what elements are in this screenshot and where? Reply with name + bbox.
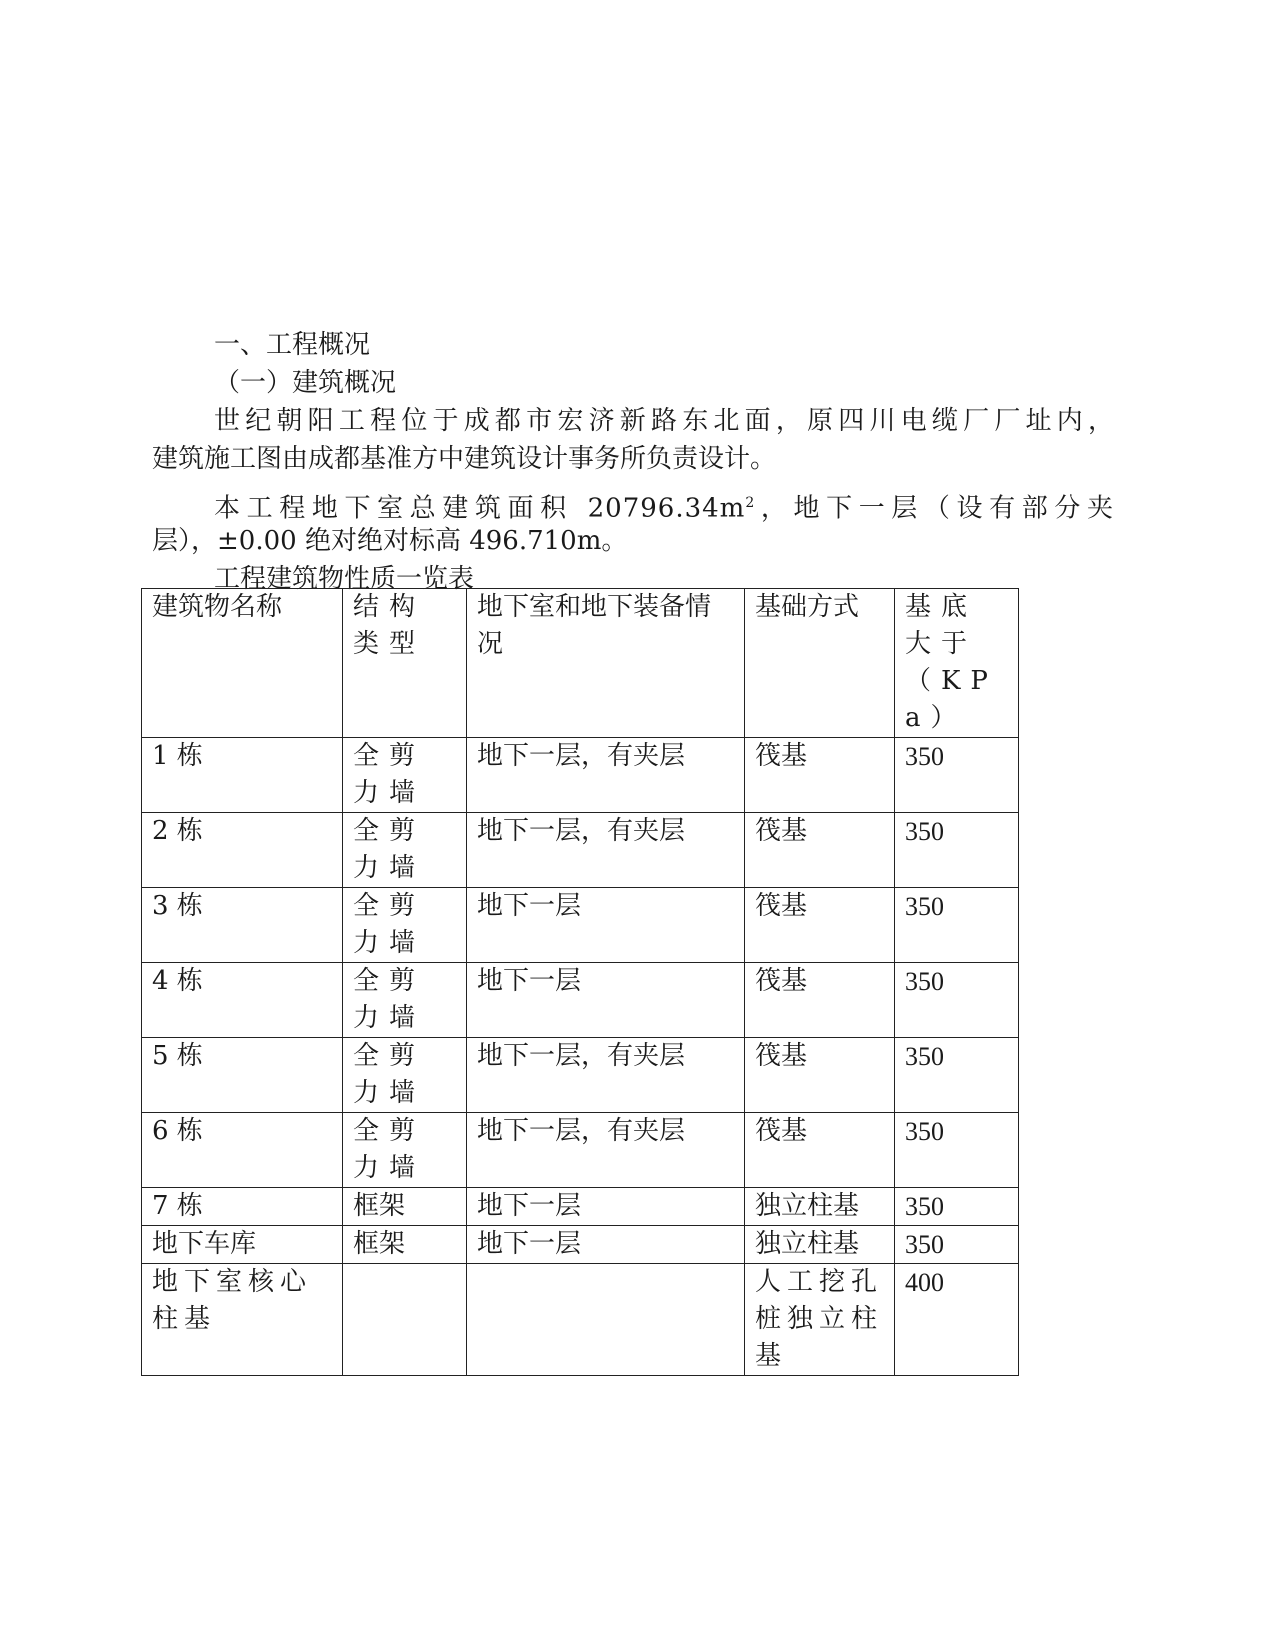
cell-building-name: 4 栋 — [142, 963, 343, 1038]
cell-building-name: 7 栋 — [142, 1188, 343, 1226]
table-row — [142, 1226, 1019, 1264]
subsection-heading: （一）建筑概况 — [214, 368, 397, 398]
building-properties-table — [141, 588, 1019, 1376]
cell-basement — [467, 1264, 745, 1376]
table-row — [142, 738, 1019, 813]
table-header-row — [142, 589, 1019, 738]
cell-foundation: 筏基 — [745, 1113, 895, 1188]
table-caption: 工程建筑物性质一览表 — [214, 564, 475, 594]
cell-foundation: 独立柱基 — [745, 1188, 895, 1226]
cell-building-name: 1 栋 — [142, 738, 343, 813]
table-row — [142, 963, 1019, 1038]
header-building-name: 建筑物名称 — [142, 589, 343, 738]
cell-basement: 地下一层，有夹层 — [467, 813, 745, 888]
paragraph-2-text-a: 本工程地下室总建筑面积 20796.34m — [214, 493, 746, 524]
paragraph-1-line-2: 建筑施工图由成都基准方中建筑设计事务所负责设计。 — [152, 444, 777, 474]
cell-structure-type: 全剪力墙 — [343, 1038, 467, 1113]
table-row — [142, 1188, 1019, 1226]
cell-foundation: 人工挖孔桩独立柱基 — [745, 1264, 895, 1376]
cell-bearing: 350 — [895, 1188, 1019, 1226]
header-bearing-capacity: 基底大于（KPa） — [895, 589, 1019, 738]
cell-basement: 地下一层，有夹层 — [467, 738, 745, 813]
table-row — [142, 1038, 1019, 1113]
cell-basement: 地下一层，有夹层 — [467, 1038, 745, 1113]
section-heading: 一、工程概况 — [214, 330, 371, 360]
table-row — [142, 1113, 1019, 1188]
cell-foundation: 筏基 — [745, 813, 895, 888]
cell-building-name: 地下室核心柱基 — [142, 1264, 343, 1376]
header-basement-equipment: 地下室和地下装备情况 — [467, 589, 745, 738]
cell-structure-type: 全剪力墙 — [343, 813, 467, 888]
cell-bearing: 350 — [895, 738, 1019, 813]
cell-structure-type: 框架 — [343, 1226, 467, 1264]
header-structure-type: 结构类型 — [343, 589, 467, 738]
paragraph-2-line-2: 层），±0.00 绝对绝对标高 496.710m。 — [152, 526, 628, 556]
cell-bearing: 350 — [895, 813, 1019, 888]
table-row — [142, 888, 1019, 963]
cell-basement: 地下一层 — [467, 963, 745, 1038]
cell-building-name: 地下车库 — [142, 1226, 343, 1264]
table-row — [142, 1264, 1019, 1376]
cell-building-name: 2 栋 — [142, 813, 343, 888]
superscript-2: 2 — [745, 495, 756, 511]
cell-foundation: 筏基 — [745, 1038, 895, 1113]
header-foundation-type: 基础方式 — [745, 589, 895, 738]
cell-foundation: 筏基 — [745, 888, 895, 963]
cell-bearing: 350 — [895, 1226, 1019, 1264]
cell-bearing: 350 — [895, 1038, 1019, 1113]
cell-structure-type: 全剪力墙 — [343, 888, 467, 963]
cell-structure-type — [343, 1264, 467, 1376]
cell-foundation: 筏基 — [745, 963, 895, 1038]
cell-structure-type: 全剪力墙 — [343, 963, 467, 1038]
cell-basement: 地下一层 — [467, 1188, 745, 1226]
cell-basement: 地下一层，有夹层 — [467, 1113, 745, 1188]
cell-basement: 地下一层 — [467, 888, 745, 963]
cell-building-name: 5 栋 — [142, 1038, 343, 1113]
cell-bearing: 400 — [895, 1264, 1019, 1376]
paragraph-1-line-1: 世纪朝阳工程位于成都市宏济新路东北面，原四川电缆厂厂址内， — [214, 406, 1114, 436]
cell-bearing: 350 — [895, 1113, 1019, 1188]
cell-building-name: 6 栋 — [142, 1113, 343, 1188]
cell-building-name: 3 栋 — [142, 888, 343, 963]
cell-structure-type: 框架 — [343, 1188, 467, 1226]
cell-foundation: 独立柱基 — [745, 1226, 895, 1264]
cell-structure-type: 全剪力墙 — [343, 1113, 467, 1188]
cell-bearing: 350 — [895, 963, 1019, 1038]
table-row — [142, 813, 1019, 888]
cell-bearing: 350 — [895, 888, 1019, 963]
paragraph-2-text-b: ，地下一层（设有部分夹 — [755, 493, 1114, 524]
cell-basement: 地下一层 — [467, 1226, 745, 1264]
cell-foundation: 筏基 — [745, 738, 895, 813]
cell-structure-type: 全剪力墙 — [343, 738, 467, 813]
